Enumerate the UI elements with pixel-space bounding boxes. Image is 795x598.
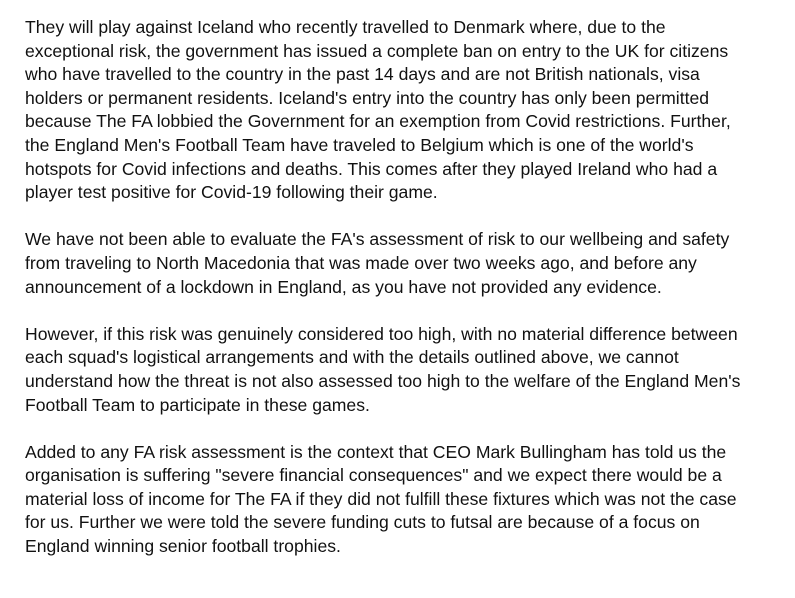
text-line: Football Team to participate in these games. <box>25 394 370 415</box>
text-line: We have not been able to evaluate the FA's assessment of risk to our wellbeing and safety <box>25 229 730 250</box>
text-line: who have travelled to the country in the past 14 days and are not British nationals, visa <box>25 64 700 85</box>
text-line: material loss of income for The FA if they did not fulfill these fixtures which was not the case <box>25 488 737 509</box>
text-line: each squad's logistical arrangements and with the details outlined above, we cannot <box>25 347 679 368</box>
paragraph-threat-comparison <box>25 323 785 417</box>
text-line: from traveling to North Macedonia that was made over two weeks ago, and before any <box>25 252 697 273</box>
text-line: the England Men's Football Team have traveled to Belgium which is one of the world's <box>25 134 694 155</box>
text-line: However, if this risk was genuinely considered too high, with no material difference between <box>25 323 738 344</box>
text-line: understand how the threat is not also assessed too high to the welfare of the England Men's <box>25 370 741 391</box>
text-line: announcement of a lockdown in England, as you have not provided any evidence. <box>25 276 662 297</box>
text-line: England winning senior football trophies. <box>25 536 341 557</box>
text-line: player test positive for Covid-19 following their game. <box>25 182 438 203</box>
document-body <box>25 16 785 582</box>
text-line: because The FA lobbied the Government for an exemption from Covid restrictions. Further, <box>25 111 731 132</box>
text-line: They will play against Iceland who recently travelled to Denmark where, due to the <box>25 17 666 37</box>
text-line: exceptional risk, the government has issued a complete ban on entry to the UK for citizens <box>25 40 729 61</box>
text-line: organisation is suffering "severe financial consequences" and we expect there would be a <box>25 465 722 486</box>
text-line: for us. Further we were told the severe funding cuts to futsal are because of a focus on <box>25 512 700 533</box>
paragraph-financial-context <box>25 441 785 559</box>
text-line: holders or permanent residents. Iceland's entry into the country has only been permitted <box>25 87 710 108</box>
paragraph-risk-assessment <box>25 228 785 299</box>
text-line: Added to any FA risk assessment is the context that CEO Mark Bullingham has told us the <box>25 441 727 462</box>
paragraph-iceland-travel <box>25 16 785 205</box>
text-line: hotspots for Covid infections and deaths. This comes after they played Ireland who had a <box>25 158 718 179</box>
